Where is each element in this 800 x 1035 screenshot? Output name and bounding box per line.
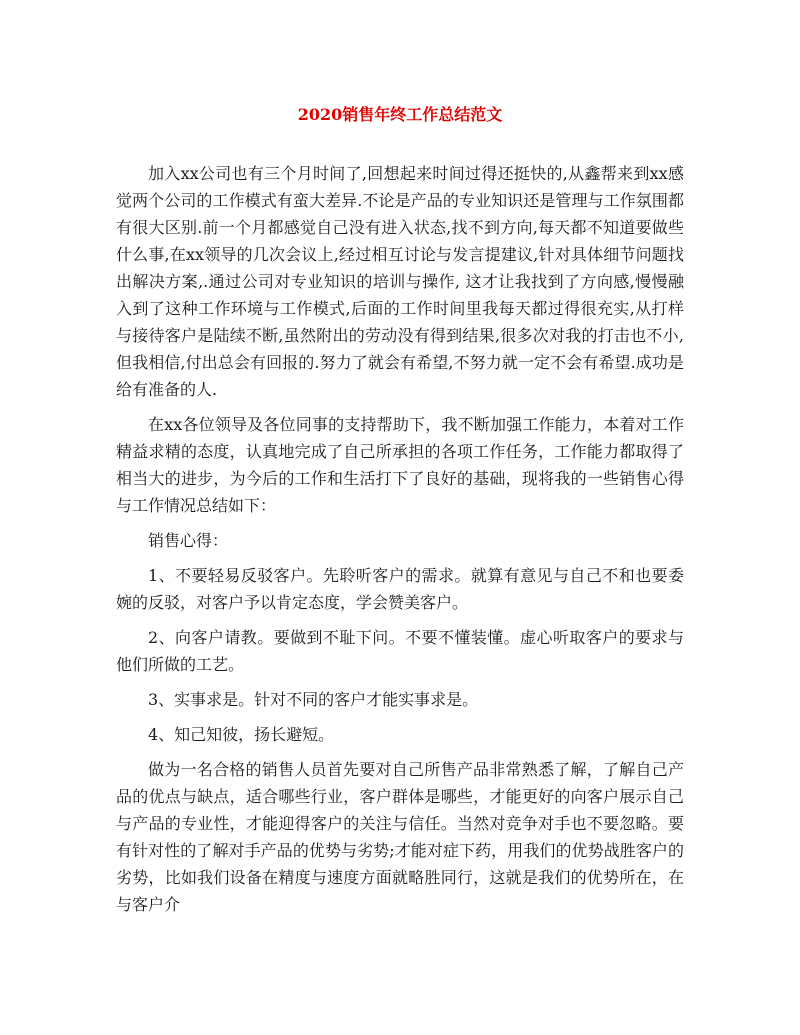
paragraph-tip-3: 3、实事求是。针对不同的客户才能实事求是。 xyxy=(148,690,479,709)
paragraph-tip-1: 1、不要轻易反驳客户。先聆听客户的需求。就算有意见与自己不和也要委婉的反驳，对客户予以肯定态度，学会赞美客户。 xyxy=(116,566,684,612)
paragraph-product-knowledge: 做为一名合格的销售人员首先要对自己所售产品非常熟悉了解，了解自己产品的优点与缺点，适合哪些行业，客户群体是哪些，才能更好的向客户展示自己与产品的专业性，才能迎得客户的关注与信任。当然对竞争对手也不要忽略。要有针对性的了解对手产品的优势与劣势;才能对症下药，用我们的优势战胜客户的劣势，比如我们设备在精度与速度方面就略胜同行，这就是我们的优势所在，在与客户介 xyxy=(116,760,684,914)
paragraph-heading-sales-tips: 销售心得： xyxy=(148,531,229,550)
paragraph-tip-4: 4、知己知彼，扬长避短。 xyxy=(148,725,335,744)
paragraph-tip-2: 2、向客户请教。要做到不耻下问。不要不懂装懂。虚心听取客户的要求与他们所做的工艺。 xyxy=(116,628,684,674)
document-body xyxy=(116,160,684,926)
paragraph-intro: 加入xx公司也有三个月时间了,回想起来时间过得还挺快的,从鑫帮来到xx感觉两个公司的工作模式有蛮大差异.不论是产品的专业知识还是管理与工作氛围都有很大区别.前一个月都感觉自己没有进入状态,找不到方向,每天都不知道要做些什么事,在xx领导的几次会议上,经过相互讨论与发言提建议,针对具体细节问题找出解决方案,.通过公司对专业知识的培训与操作, 这才让我找到了方向感,慢慢融入到了这种工作环境与工作模式,后面的工作时间里我每天都过得很充实,从打样与接待客户是陆续不断,虽然附出的劳动没有得到结果,很多次对我的打击也不小,但我相信,付出总会有回报的.努力了就会有希望,不努力就一定不会有希望.成功是给有准备的人. xyxy=(116,164,684,399)
document-title: 2020销售年终工作总结范文 xyxy=(297,105,503,124)
paragraph-support: 在xx各位领导及各位同事的支持帮助下，我不断加强工作能力，本着对工作精益求精的态度，认真地完成了自己所承担的各项工作任务，工作能力都取得了相当大的进步，为今后的工作和生活打下了良好的基础，现将我的一些销售心得与工作情况总结如下： xyxy=(116,415,684,515)
